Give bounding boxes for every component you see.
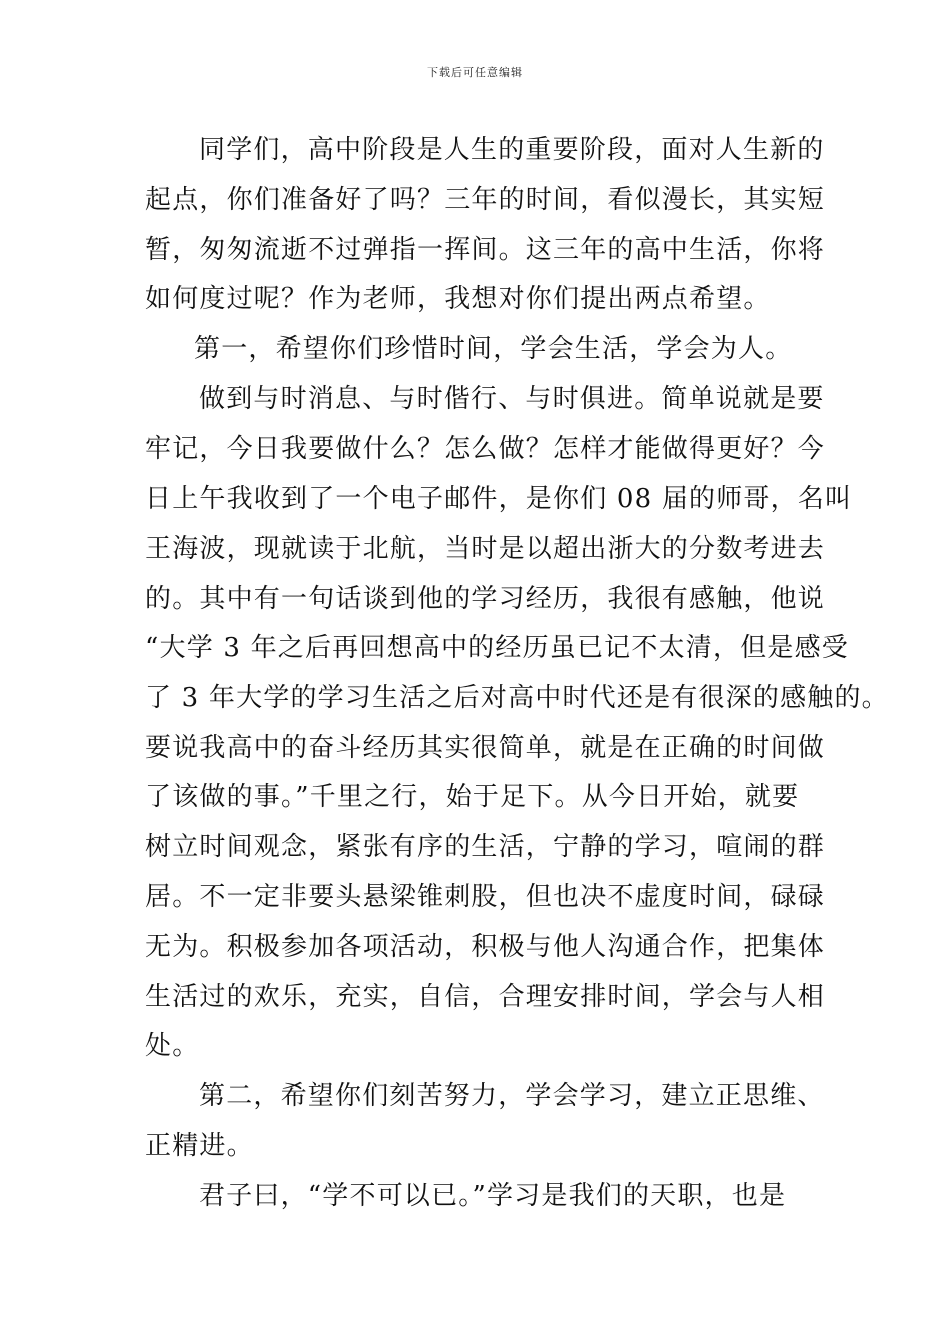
paragraph-line: 第一，希望你们珍惜时间，学会生活，学会为人。: [194, 334, 793, 364]
paragraph-line: 君子曰，“学不可以已。”学习是我们的天职，也是: [199, 1181, 787, 1211]
paragraph-line: 了 3 年大学的学习生活之后对高中时代还是有很深的感触的。: [145, 683, 889, 713]
paragraph-line: 第二，希望你们刻苦努力，学会学习，建立正思维、: [199, 1081, 825, 1111]
paragraph-line: 了该做的事。”千里之行，始于足下。从今日开始，就要: [145, 782, 800, 812]
paragraph-line: “大学 3 年之后再回想高中的经历虽已记不太清，但是感受: [145, 633, 849, 663]
paragraph-line: 居。不一定非要头悬梁锥刺股，但也决不虚度时间，碌碌: [145, 882, 826, 912]
paragraph-line: 要说我高中的奋斗经历其实很简单，就是在正确的时间做: [145, 733, 826, 763]
page-header: 下载后可任意编辑: [427, 66, 523, 79]
paragraph-line: 日上午我收到了一个电子邮件，是你们 08 届的师哥，名叫: [145, 484, 853, 514]
paragraph-line: 无为。积极参加各项活动，积极与他人沟通合作，把集体: [145, 932, 826, 962]
paragraph-line: 牢记，今日我要做什么？怎么做？怎样才能做得更好？今: [145, 434, 826, 464]
paragraph-line: 处。: [145, 1031, 200, 1061]
paragraph-line: 树立时间观念，紧张有序的生活，宁静的学习，喧闹的群: [145, 832, 826, 862]
paragraph-line: 暂，匆匆流逝不过弹指一挥间。这三年的高中生活，你将: [145, 235, 826, 265]
paragraph-line: 王海波，现就读于北航，当时是以超出浙大的分数考进去: [145, 534, 826, 564]
paragraph-line: 生活过的欢乐，充实，自信，合理安排时间，学会与人相: [145, 982, 826, 1012]
paragraph-line: 的。其中有一句话谈到他的学习经历，我很有感触，他说: [145, 584, 826, 614]
paragraph-line: 如何度过呢？作为老师，我想对你们提出两点希望。: [145, 284, 771, 314]
paragraph-line: 正精进。: [145, 1131, 254, 1161]
paragraph-line: 同学们，高中阶段是人生的重要阶段，面对人生新的: [199, 135, 825, 165]
paragraph-line: 做到与时消息、与时偕行、与时俱进。简单说就是要: [199, 384, 825, 414]
paragraph-line: 起点，你们准备好了吗？三年的时间，看似漫长，其实短: [145, 185, 826, 215]
